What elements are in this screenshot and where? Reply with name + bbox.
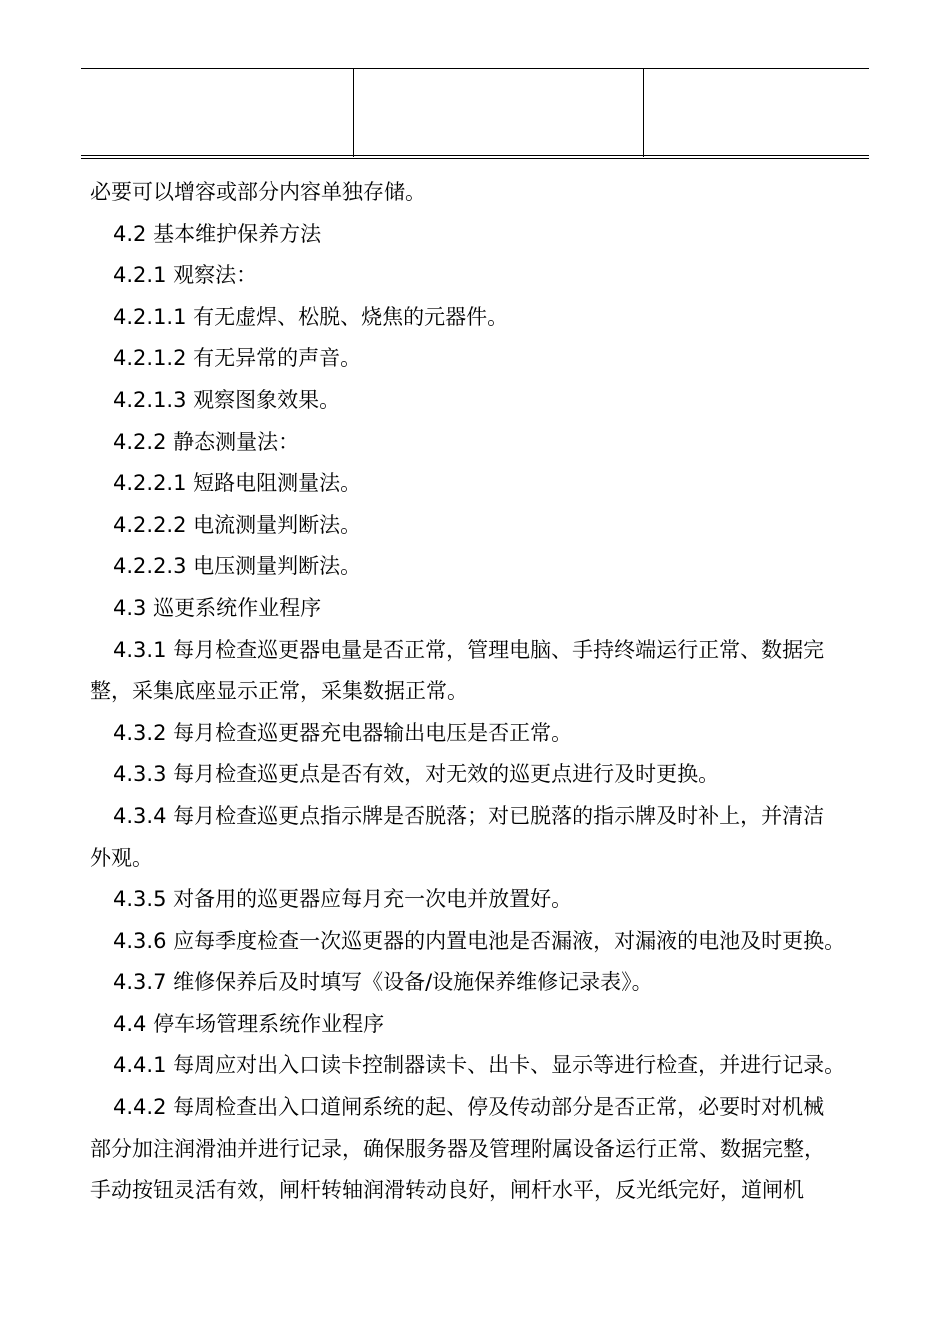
paragraph-line: 整，采集底座显示正常，采集数据正常。 (90, 679, 468, 704)
header-rule-upper (81, 155, 869, 156)
paragraph-line: 4.2.1.1 有无虚焊、松脱、烧焦的元器件。 (113, 304, 509, 329)
paragraph-line: 部分加注润滑油并进行记录，确保服务器及管理附属设备运行正常、数据完整， (90, 1136, 825, 1161)
paragraph-line: 4.2.1 观察法： (113, 263, 258, 288)
paragraph-line: 4.2.2.2 电流测量判断法。 (113, 512, 362, 537)
document-body (90, 172, 865, 1212)
paragraph-line: 4.3.2 每月检查巡更器充电器输出电压是否正常。 (113, 720, 573, 745)
paragraph-line: 4.2.1.2 有无异常的声音。 (113, 346, 362, 371)
header-rule-lower (81, 158, 869, 159)
paragraph-line: 4.3.5 对备用的巡更器应每月充一次电并放置好。 (113, 887, 573, 912)
paragraph-line: 4.4.1 每周应对出入口读卡控制器读卡、出卡、显示等进行检查，并进行记录。 (113, 1053, 846, 1078)
paragraph-line: 4.3.3 每月检查巡更点是否有效，对无效的巡更点进行及时更换。 (113, 762, 720, 787)
paragraph-line: 4.2.2.1 短路电阻测量法。 (113, 471, 362, 496)
paragraph-line: 4.4.2 每周检查出入口道闸系统的起、停及传动部分是否正常，必要时对机械 (113, 1095, 825, 1120)
paragraph-line: 手动按钮灵活有效，闸杆转轴润滑转动良好，闸杆水平，反光纸完好，道闸机 (90, 1178, 804, 1203)
paragraph-line: 4.2.1.3 观察图象效果。 (113, 387, 341, 412)
header-cell-1 (81, 69, 353, 157)
paragraph-line: 外观。 (90, 845, 153, 870)
paragraph-line: 4.3.7 维修保养后及时填写《设备/设施保养维修记录表》。 (113, 970, 653, 995)
paragraph-line: 4.3.4 每月检查巡更点指示牌是否脱落；对已脱落的指示牌及时补上，并清洁 (113, 803, 825, 828)
paragraph-line: 4.3.6 应每季度检查一次巡更器的内置电池是否漏液，对漏液的电池及时更换。 (113, 928, 846, 953)
header-table (81, 68, 869, 157)
paragraph-line: 4.2 基本维护保养方法 (113, 221, 322, 246)
paragraph-line: 4.2.2 静态测量法： (113, 429, 300, 454)
paragraph-line: 4.4 停车场管理系统作业程序 (113, 1011, 385, 1036)
paragraph-line: 必要可以增容或部分内容单独存储。 (90, 180, 426, 204)
paragraph-line: 4.3 巡更系统作业程序 (113, 595, 322, 620)
header-cell-3 (644, 69, 869, 157)
paragraph-line: 4.3.1 每月检查巡更器电量是否正常，管理电脑、手持终端运行正常、数据完 (113, 637, 825, 662)
paragraph-line: 4.2.2.3 电压测量判断法。 (113, 554, 362, 579)
header-cell-2 (354, 69, 643, 157)
